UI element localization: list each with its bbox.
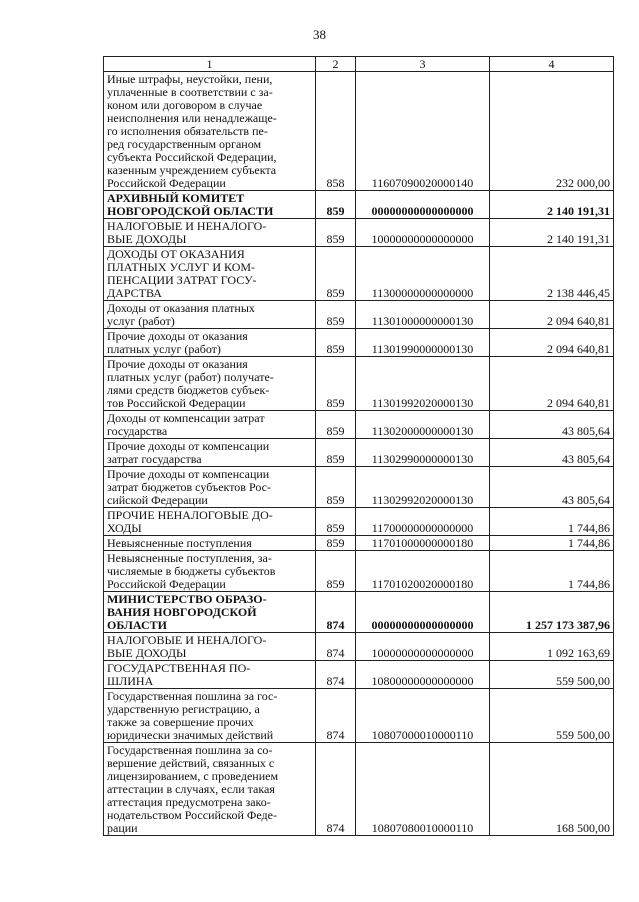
budget-class-code-cell: 11302990000000130: [356, 439, 490, 467]
amount-cell: 1 257 173 387,96: [490, 592, 614, 633]
income-name-cell: НАЛОГОВЫЕ И НЕНАЛОГО- ВЫЕ ДОХОДЫ: [104, 219, 316, 247]
table-row: [104, 329, 614, 357]
income-name-cell: ГОСУДАРСТВЕННАЯ ПО- ШЛИНА: [104, 661, 316, 689]
income-name-cell: Невыясненные поступления: [104, 536, 316, 551]
income-name-cell: Прочие доходы от компенсации затрат бюджетов субъектов Рос- сийской Федерации: [104, 467, 316, 508]
admin-code-cell: 859: [316, 219, 356, 247]
table-row: [104, 592, 614, 633]
admin-code-cell: 874: [316, 592, 356, 633]
admin-code-cell: 859: [316, 536, 356, 551]
admin-code-cell: 874: [316, 633, 356, 661]
admin-code-cell: 874: [316, 661, 356, 689]
admin-code-cell: 859: [316, 551, 356, 592]
amount-cell: 168 500,00: [490, 743, 614, 836]
table-row: [104, 411, 614, 439]
amount-cell: 559 500,00: [490, 689, 614, 743]
table-row: [104, 633, 614, 661]
table-row: [104, 72, 614, 191]
table-body: [104, 72, 614, 836]
budget-class-code-cell: 00000000000000000: [356, 191, 490, 219]
page-number: 38: [313, 27, 326, 42]
budget-class-code-cell: 00000000000000000: [356, 592, 490, 633]
income-name-cell: Прочие доходы от оказания платных услуг (работ) получате- лями средств бюджетов субъек- тов Российской Федерации: [104, 357, 316, 411]
table-row: [104, 467, 614, 508]
budget-class-code-cell: 11607090020000140: [356, 72, 490, 191]
admin-code-cell: 859: [316, 357, 356, 411]
income-name-cell: Невыясненные поступления, за- числяемые в бюджеты субъектов Российской Федерации: [104, 551, 316, 592]
budget-table: [103, 56, 614, 836]
budget-class-code-cell: 10000000000000000: [356, 219, 490, 247]
income-name-cell: НАЛОГОВЫЕ И НЕНАЛОГО- ВЫЕ ДОХОДЫ: [104, 633, 316, 661]
income-name-cell: МИНИСТЕРСТВО ОБРАЗО- ВАНИЯ НОВГОРОДСКОЙ ОБЛАСТИ: [104, 592, 316, 633]
column-header-3: 3: [356, 57, 490, 72]
budget-class-code-cell: 11700000000000000: [356, 508, 490, 536]
income-name-cell: Доходы от компенсации затрат государства: [104, 411, 316, 439]
admin-code-cell: 874: [316, 689, 356, 743]
amount-cell: 2 094 640,81: [490, 301, 614, 329]
amount-cell: 1 744,86: [490, 508, 614, 536]
column-header-4: 4: [490, 57, 614, 72]
amount-cell: 2 140 191,31: [490, 219, 614, 247]
income-name-cell: Иные штрафы, неустойки, пени, уплаченные в соответствии с за- коном или договором в случае неисполнения или ненадлежаще- го исполнения обязательств пе- ред государственным органом субъекта Российской Федерации, казенным учреждением субъекта Российской Федерации: [104, 72, 316, 191]
table-row: [104, 536, 614, 551]
table-row: [104, 508, 614, 536]
income-name-cell: Государственная пошлина за гос- ударственную регистрацию, а также за совершение прочих юридически значимых действий: [104, 689, 316, 743]
amount-cell: 2 094 640,81: [490, 357, 614, 411]
amount-cell: 2 094 640,81: [490, 329, 614, 357]
amount-cell: 43 805,64: [490, 467, 614, 508]
admin-code-cell: 859: [316, 329, 356, 357]
budget-class-code-cell: 10000000000000000: [356, 633, 490, 661]
table-row: [104, 551, 614, 592]
budget-class-code-cell: 10807080010000110: [356, 743, 490, 836]
admin-code-cell: 859: [316, 247, 356, 301]
table-row: [104, 357, 614, 411]
budget-class-code-cell: 11302000000000130: [356, 411, 490, 439]
amount-cell: 232 000,00: [490, 72, 614, 191]
table-row: [104, 247, 614, 301]
admin-code-cell: 859: [316, 508, 356, 536]
table-row: [104, 191, 614, 219]
income-name-cell: Прочие доходы от оказания платных услуг (работ): [104, 329, 316, 357]
income-name-cell: АРХИВНЫЙ КОМИТЕТ НОВГОРОДСКОЙ ОБЛАСТИ: [104, 191, 316, 219]
admin-code-cell: 874: [316, 743, 356, 836]
budget-class-code-cell: 11300000000000000: [356, 247, 490, 301]
table-row: [104, 439, 614, 467]
table-row: [104, 219, 614, 247]
budget-class-code-cell: 11701000000000180: [356, 536, 490, 551]
amount-cell: 1 092 163,69: [490, 633, 614, 661]
amount-cell: 1 744,86: [490, 536, 614, 551]
table-header-row: [104, 57, 614, 72]
amount-cell: 2 140 191,31: [490, 191, 614, 219]
income-name-cell: ПРОЧИЕ НЕНАЛОГОВЫЕ ДО- ХОДЫ: [104, 508, 316, 536]
income-name-cell: Доходы от оказания платных услуг (работ): [104, 301, 316, 329]
income-name-cell: Государственная пошлина за со- вершение действий, связанных с лицензированием, с проведением аттестации в случаях, если такая аттестация предусмотрена зако- нодательством Российской Феде- рации: [104, 743, 316, 836]
budget-class-code-cell: 11301990000000130: [356, 329, 490, 357]
budget-class-code-cell: 11301000000000130: [356, 301, 490, 329]
admin-code-cell: 858: [316, 72, 356, 191]
column-header-1: 1: [104, 57, 316, 72]
admin-code-cell: 859: [316, 411, 356, 439]
income-name-cell: Прочие доходы от компенсации затрат государства: [104, 439, 316, 467]
budget-class-code-cell: 10807000010000110: [356, 689, 490, 743]
table-row: [104, 689, 614, 743]
admin-code-cell: 859: [316, 467, 356, 508]
table-row: [104, 743, 614, 836]
amount-cell: 43 805,64: [490, 411, 614, 439]
amount-cell: 1 744,86: [490, 551, 614, 592]
budget-class-code-cell: 10800000000000000: [356, 661, 490, 689]
amount-cell: 559 500,00: [490, 661, 614, 689]
column-header-2: 2: [316, 57, 356, 72]
amount-cell: 43 805,64: [490, 439, 614, 467]
admin-code-cell: 859: [316, 191, 356, 219]
table-row: [104, 661, 614, 689]
admin-code-cell: 859: [316, 439, 356, 467]
admin-code-cell: 859: [316, 301, 356, 329]
table-row: [104, 301, 614, 329]
amount-cell: 2 138 446,45: [490, 247, 614, 301]
budget-class-code-cell: 11701020020000180: [356, 551, 490, 592]
budget-class-code-cell: 11301992020000130: [356, 357, 490, 411]
income-name-cell: ДОХОДЫ ОТ ОКАЗАНИЯ ПЛАТНЫХ УСЛУГ И КОМ- ПЕНСАЦИИ ЗАТРАТ ГОСУ- ДАРСТВА: [104, 247, 316, 301]
budget-class-code-cell: 11302992020000130: [356, 467, 490, 508]
